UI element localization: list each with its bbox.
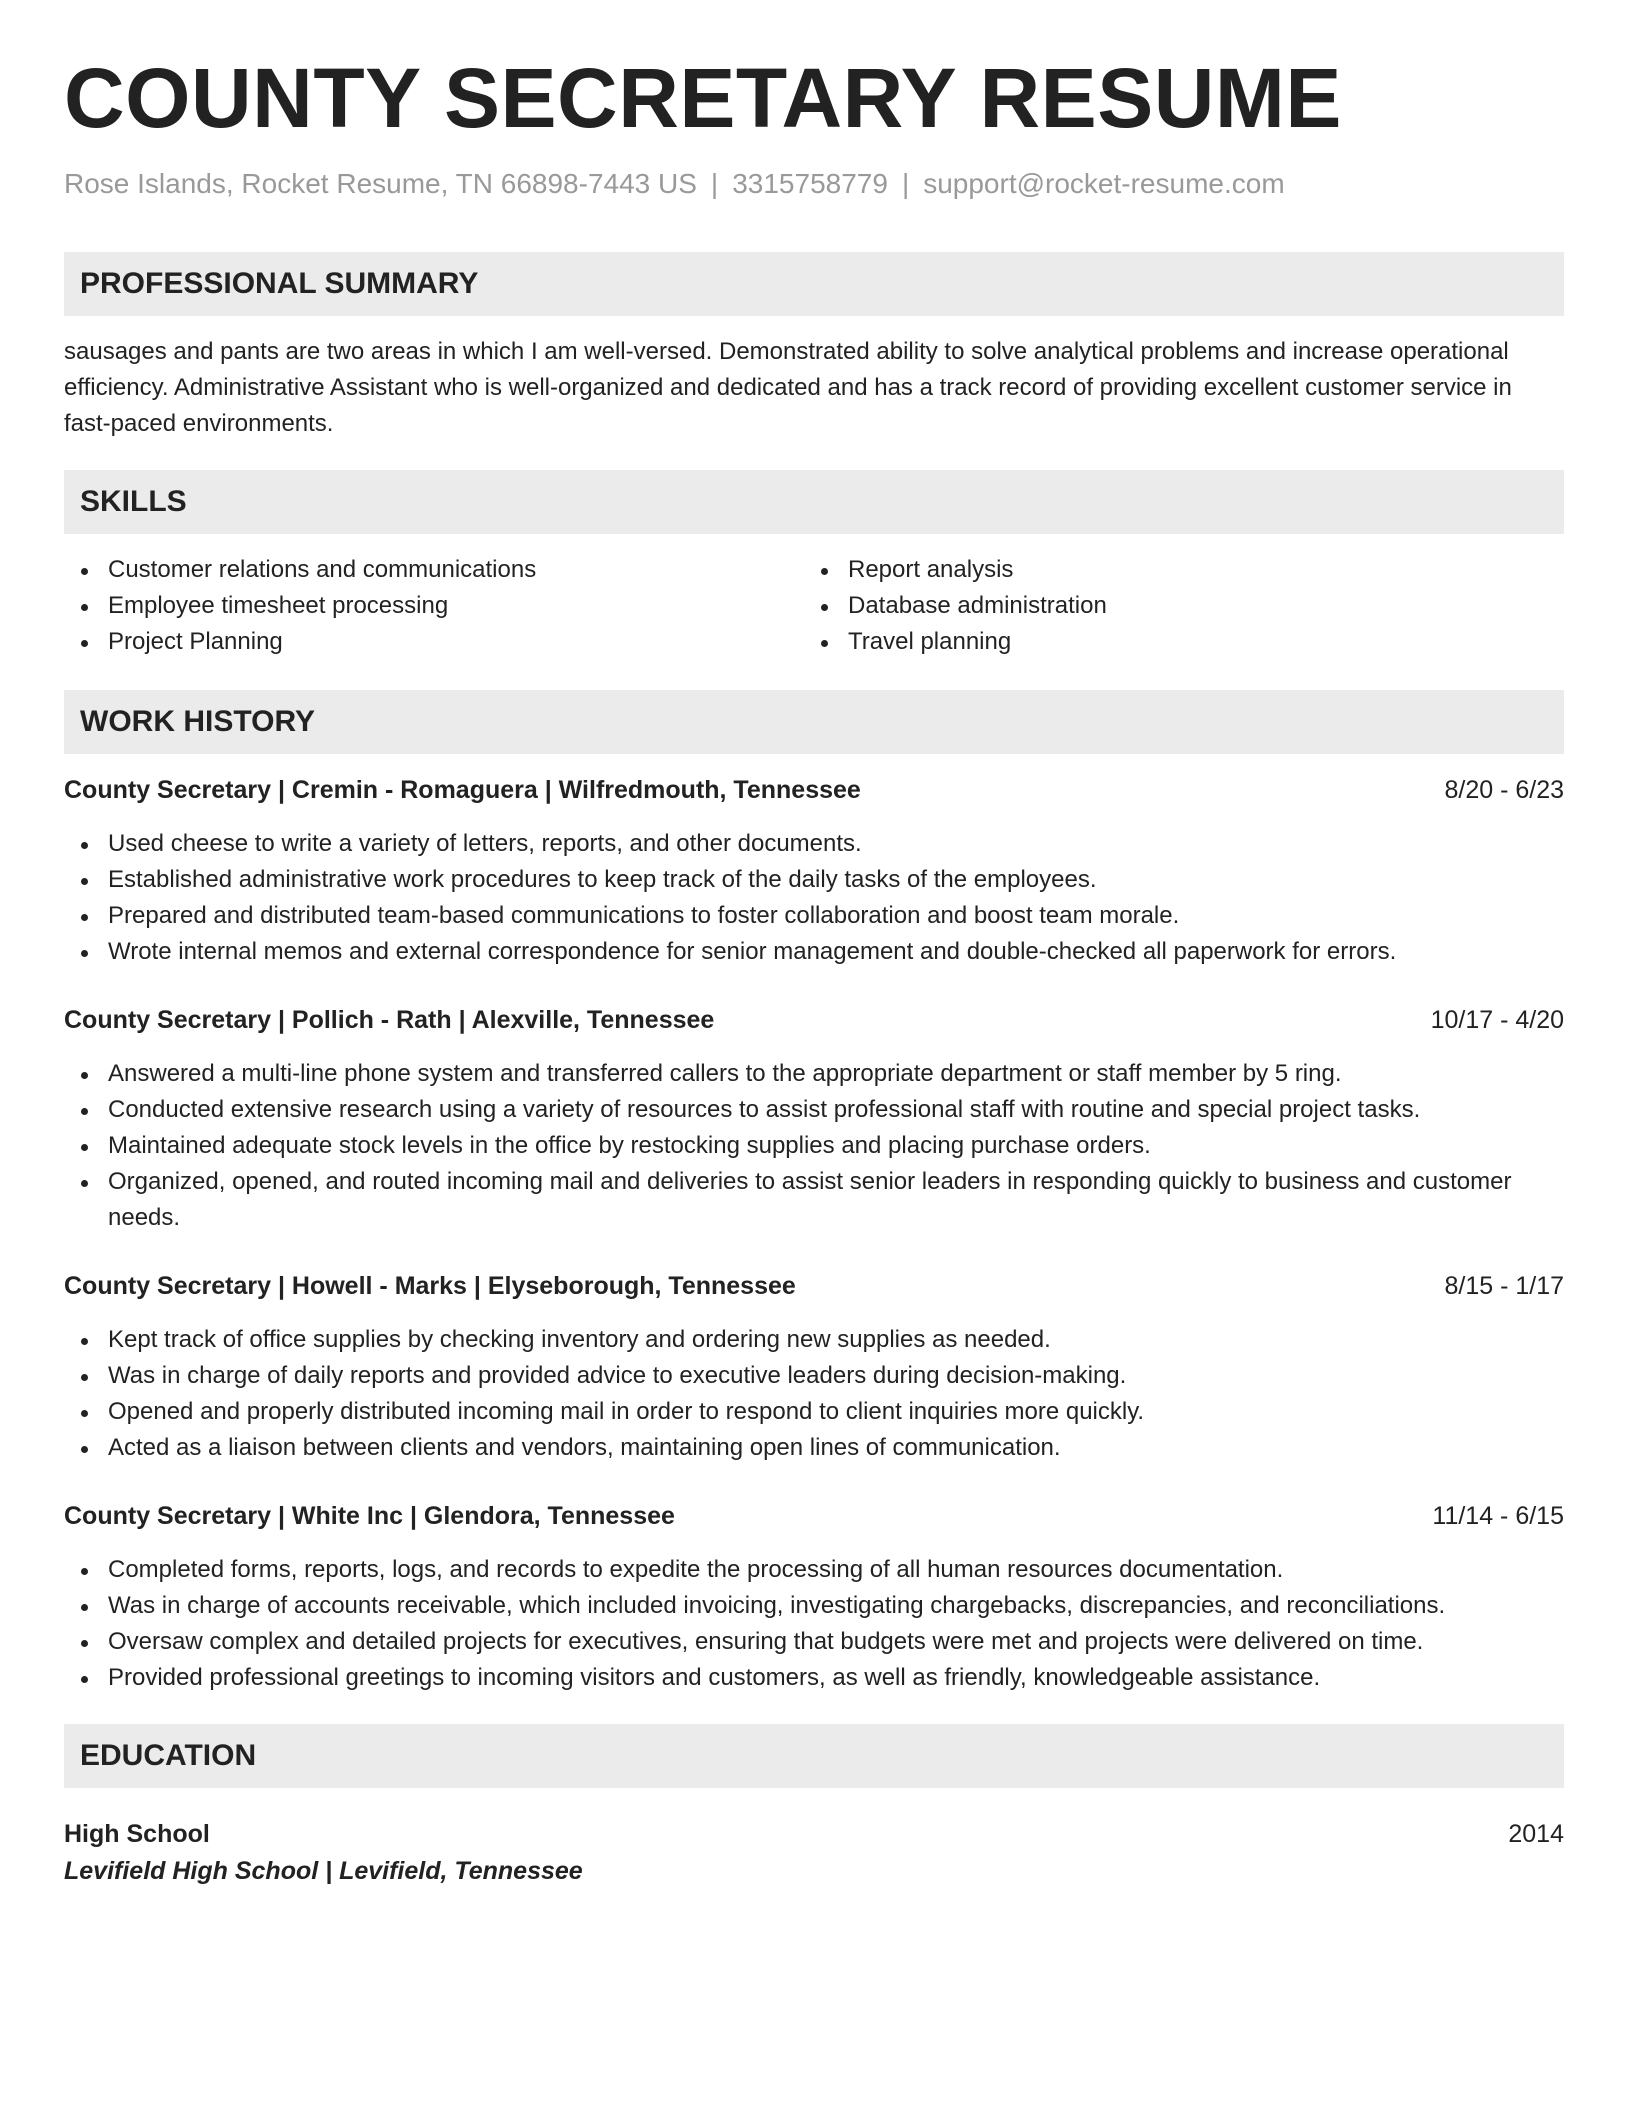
section-header-work-history: WORK HISTORY	[64, 690, 1564, 754]
skill-item: Customer relations and communications	[64, 552, 536, 588]
education-year: 2014	[1508, 1820, 1564, 1848]
contact-email: support@rocket-resume.com	[923, 168, 1285, 199]
job-title: County Secretary | Cremin - Romaguera | Wilfredmouth, Tennessee	[64, 776, 861, 804]
job-duties	[64, 1056, 1564, 1236]
duty-item: Oversaw complex and detailed projects for executives, ensuring that budgets were met and projects were delivered on time.	[64, 1624, 1564, 1660]
section-header-education: EDUCATION	[64, 1724, 1564, 1788]
job-title: County Secretary | White Inc | Glendora, Tennessee	[64, 1502, 675, 1530]
skill-item: Employee timesheet processing	[64, 588, 536, 624]
duty-item: Completed forms, reports, logs, and records to expedite the processing of all human resources documentation.	[64, 1552, 1564, 1588]
skills-column-right	[804, 552, 1107, 660]
professional-summary-text: sausages and pants are two areas in which I am well-versed. Demonstrated ability to solve analytical problems and increase operational efficiency. Administrative Assistant who is well-organized and dedicated and has a track record of providing excellent customer service in fast-paced environments.	[64, 338, 1512, 437]
contact-line	[64, 166, 1285, 202]
job-duties	[64, 1552, 1564, 1696]
education-degree: High School	[64, 1820, 210, 1848]
job-dates: 10/17 - 4/20	[1430, 1006, 1564, 1034]
section-header-summary: PROFESSIONAL SUMMARY	[64, 252, 1564, 316]
job-dates: 11/14 - 6/15	[1432, 1502, 1564, 1530]
skill-item: Project Planning	[64, 624, 536, 660]
job-header	[64, 1268, 1564, 1304]
duty-item: Was in charge of accounts receivable, which included invoicing, investigating chargebacks, discrepancies, and reconciliations.	[64, 1588, 1564, 1624]
skill-item: Report analysis	[804, 552, 1107, 588]
education-degree-row	[64, 1816, 1564, 1852]
duty-item: Acted as a liaison between clients and vendors, maintaining open lines of communication.	[64, 1430, 1564, 1466]
duty-item: Conducted extensive research using a variety of resources to assist professional staff with routine and special project tasks.	[64, 1092, 1564, 1128]
duty-item: Provided professional greetings to incoming visitors and customers, as well as friendly, knowledgeable assistance.	[64, 1660, 1564, 1696]
duty-item: Wrote internal memos and external correspondence for senior management and double-checked all paperwork for errors.	[64, 934, 1564, 970]
resume-title: COUNTY SECRETARY RESUME	[64, 51, 1342, 145]
duty-item: Established administrative work procedures to keep track of the daily tasks of the employees.	[64, 862, 1564, 898]
skill-item: Travel planning	[804, 624, 1107, 660]
duty-item: Kept track of office supplies by checking inventory and ordering new supplies as needed.	[64, 1322, 1564, 1358]
duty-item: Prepared and distributed team-based communications to foster collaboration and boost team morale.	[64, 898, 1564, 934]
duty-item: Used cheese to write a variety of letters, reports, and other documents.	[64, 826, 1564, 862]
contact-separator: |	[710, 168, 719, 199]
skills-column-left	[64, 552, 536, 660]
job-header	[64, 1498, 1564, 1534]
duty-item: Opened and properly distributed incoming mail in order to respond to client inquiries more quickly.	[64, 1394, 1564, 1430]
education-school: Levifield High School | Levifield, Tennessee	[64, 1857, 583, 1885]
duty-item: Organized, opened, and routed incoming mail and deliveries to assist senior leaders in responding quickly to business and customer needs.	[64, 1164, 1564, 1236]
contact-address: Rose Islands, Rocket Resume, TN 66898-7443 US	[64, 168, 697, 199]
job-header	[64, 772, 1564, 808]
section-header-skills: SKILLS	[64, 470, 1564, 534]
skill-item: Database administration	[804, 588, 1107, 624]
job-duties	[64, 826, 1564, 970]
duty-item: Answered a multi-line phone system and transferred callers to the appropriate department or staff member by 5 ring.	[64, 1056, 1564, 1092]
duty-item: Was in charge of daily reports and provided advice to executive leaders during decision-making.	[64, 1358, 1564, 1394]
job-header	[64, 1002, 1564, 1038]
duty-item: Maintained adequate stock levels in the office by restocking supplies and placing purchase orders.	[64, 1128, 1564, 1164]
contact-phone: 3315758779	[732, 168, 888, 199]
contact-separator: |	[901, 168, 910, 199]
job-duties	[64, 1322, 1564, 1466]
job-title: County Secretary | Howell - Marks | Elyseborough, Tennessee	[64, 1272, 796, 1300]
job-dates: 8/15 - 1/17	[1444, 1272, 1564, 1300]
job-dates: 8/20 - 6/23	[1444, 776, 1564, 804]
job-title: County Secretary | Pollich - Rath | Alexville, Tennessee	[64, 1006, 715, 1034]
